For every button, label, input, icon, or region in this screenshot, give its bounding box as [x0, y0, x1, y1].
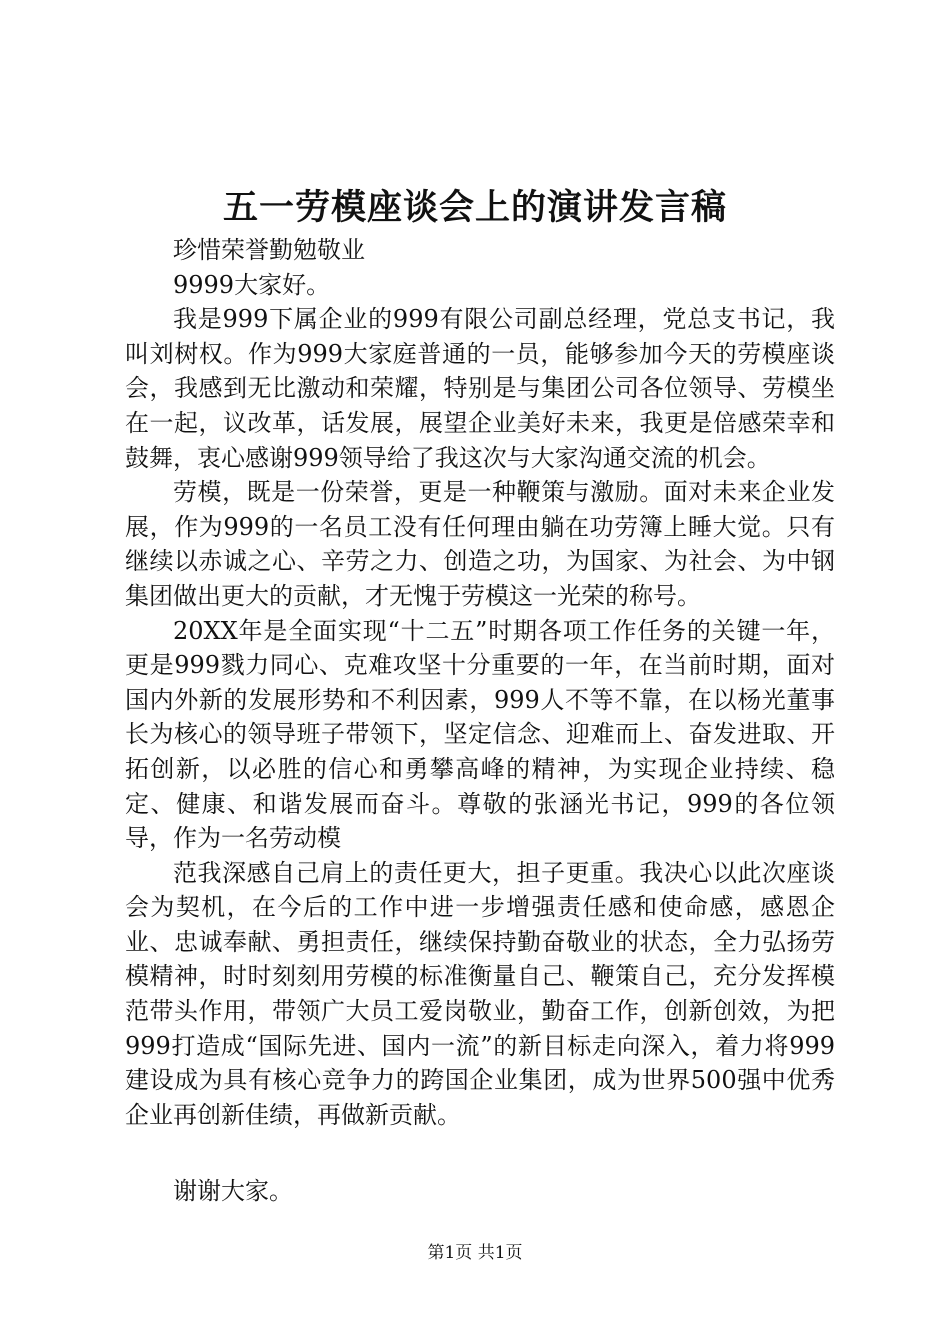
closing-paragraph: 谢谢大家。: [173, 1177, 293, 1206]
greeting-paragraph: 9999大家好。: [173, 270, 331, 299]
body-paragraph: 劳模，既是一份荣誉，更是一种鞭策与激励。面对未来企业发展，作为999的一名员工没有任何理由躺在功劳簿上睡大觉。只有继续以赤诚之心、辛劳之力、创造之功，为国家、为社会、为中钢集团做出更大的贡献，才无愧于劳模这一光荣的称号。: [125, 478, 835, 610]
body-paragraph: 我是999下属企业的999有限公司副总经理，党总支书记，我叫刘树权。作为999大家庭普通的一员，能够参加今天的劳模座谈会，我感到无比激动和荣耀，特别是与集团公司各位领导、劳模坐在一起，议改革，话发展，展望企业美好未来，我更是倍感荣幸和鼓舞，衷心感谢999领导给了我这次与大家沟通交流的机会。: [125, 305, 835, 472]
body-paragraph: 范我深感自己肩上的责任更大，担子更重。我决心以此次座谈会为契机，在今后的工作中进一步增强责任感和使命感，感恩企业、忠诚奉献、勇担责任，继续保持勤奋敬业的状态，全力弘扬劳模精神，时时刻刻用劳模的标准衡量自己、鞭策自己，充分发挥模范带头作用，带领广大员工爱岗敬业，勤奋工作，创新创效，为把999打造成“国际先进、国内一流”的新目标走向深入，着力将999建设成为具有核心竞争力的跨国企业集团，成为世界500强中优秀企业再创新佳绩，再做新贡献。: [125, 858, 835, 1129]
subtitle-paragraph: 珍惜荣誉勤勉敬业: [173, 236, 365, 264]
document-body: [125, 233, 835, 1209]
document-title: 五一劳模座谈会上的演讲发言稿: [222, 187, 727, 228]
body-paragraph: 20XX年是全面实现“十二五”时期各项工作任务的关键一年，更是999戮力同心、克难攻坚十分重要的一年，在当前时期，面对国内外新的发展形势和不利因素，999人不等不靠，在以杨光董事长为核心的领导班子带领下，坚定信念、迎难而上、奋发进取、开拓创新，以必胜的信心和勇攀高峰的精神，为实现企业持续、稳定、健康、和谐发展而奋斗。尊敬的张涵光书记，999的各位领导，作为一名劳动模: [125, 616, 835, 853]
page-number-footer: 第1页 共1页: [427, 1243, 523, 1263]
